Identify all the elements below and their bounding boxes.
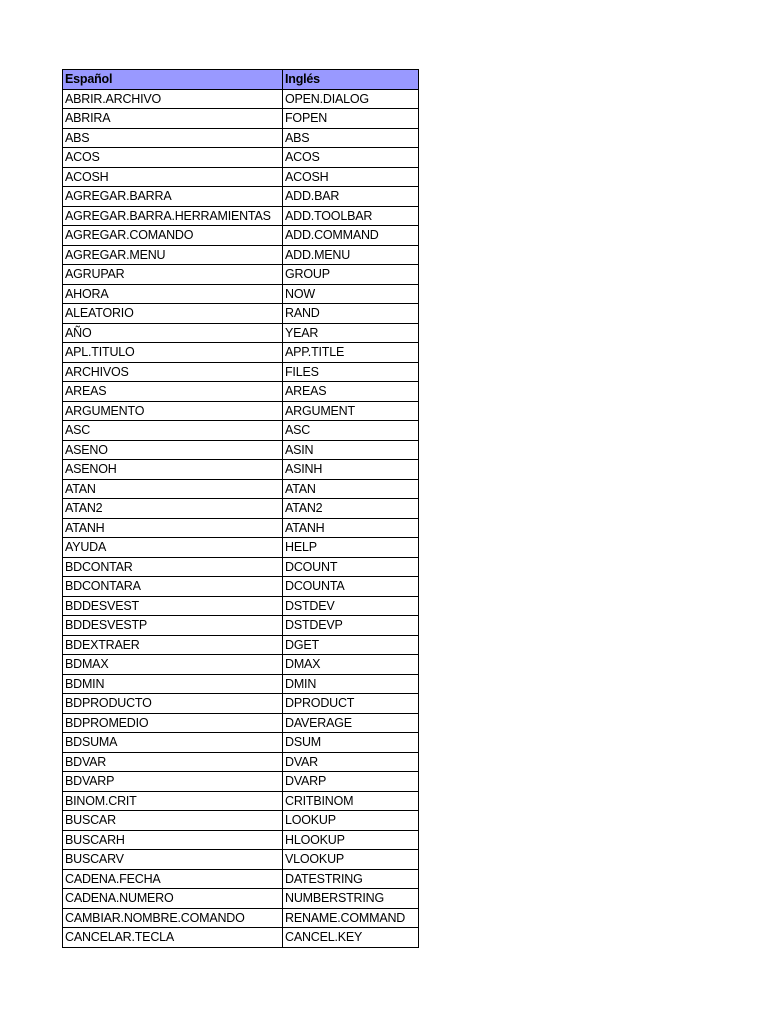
cell-spanish: CADENA.NUMERO <box>63 889 283 909</box>
table-row <box>63 928 419 948</box>
cell-spanish: APL.TITULO <box>63 343 283 363</box>
cell-spanish: AGRUPAR <box>63 265 283 285</box>
cell-english: NUMBERSTRING <box>283 889 419 909</box>
cell-english: DVARP <box>283 772 419 792</box>
table-row <box>63 577 419 597</box>
cell-english: GROUP <box>283 265 419 285</box>
cell-spanish: CANCELAR.TECLA <box>63 928 283 948</box>
cell-english: DMAX <box>283 655 419 675</box>
cell-spanish: ALEATORIO <box>63 304 283 324</box>
cell-spanish: BINOM.CRIT <box>63 791 283 811</box>
table-row <box>63 889 419 909</box>
cell-spanish: BDMIN <box>63 674 283 694</box>
cell-english: ATAN <box>283 479 419 499</box>
table-body <box>63 89 419 947</box>
cell-english: HELP <box>283 538 419 558</box>
cell-spanish: AÑO <box>63 323 283 343</box>
cell-english: ATAN2 <box>283 499 419 519</box>
cell-english: ACOS <box>283 148 419 168</box>
cell-english: DSUM <box>283 733 419 753</box>
cell-english: ABS <box>283 128 419 148</box>
table-row <box>63 830 419 850</box>
cell-spanish: CAMBIAR.NOMBRE.COMANDO <box>63 908 283 928</box>
cell-english: APP.TITLE <box>283 343 419 363</box>
header-row <box>63 70 419 90</box>
table-row <box>63 674 419 694</box>
table-row <box>63 245 419 265</box>
table-row <box>63 616 419 636</box>
table-row <box>63 752 419 772</box>
cell-spanish: ARCHIVOS <box>63 362 283 382</box>
cell-english: NOW <box>283 284 419 304</box>
table-row <box>63 772 419 792</box>
cell-spanish: BDPROMEDIO <box>63 713 283 733</box>
cell-english: DSTDEVP <box>283 616 419 636</box>
cell-spanish: BUSCARV <box>63 850 283 870</box>
cell-spanish: BDVARP <box>63 772 283 792</box>
cell-spanish: BDDESVESTP <box>63 616 283 636</box>
cell-english: ADD.BAR <box>283 187 419 207</box>
table-row <box>63 479 419 499</box>
table-row <box>63 362 419 382</box>
cell-english: ARGUMENT <box>283 401 419 421</box>
cell-spanish: ABRIRA <box>63 109 283 129</box>
cell-english: DCOUNT <box>283 557 419 577</box>
table-row <box>63 499 419 519</box>
cell-spanish: BUSCARH <box>63 830 283 850</box>
cell-spanish: ATAN <box>63 479 283 499</box>
cell-english: LOOKUP <box>283 811 419 831</box>
cell-english: YEAR <box>283 323 419 343</box>
cell-english: DVAR <box>283 752 419 772</box>
table-row <box>63 421 419 441</box>
cell-english: RENAME.COMMAND <box>283 908 419 928</box>
cell-english: FOPEN <box>283 109 419 129</box>
table-row <box>63 148 419 168</box>
table-row <box>63 304 419 324</box>
table-row <box>63 811 419 831</box>
table-row <box>63 284 419 304</box>
table-row <box>63 518 419 538</box>
cell-spanish: ATANH <box>63 518 283 538</box>
table-row <box>63 869 419 889</box>
cell-spanish: ARGUMENTO <box>63 401 283 421</box>
cell-spanish: ATAN2 <box>63 499 283 519</box>
table-row <box>63 655 419 675</box>
cell-english: DSTDEV <box>283 596 419 616</box>
cell-spanish: AYUDA <box>63 538 283 558</box>
table-row <box>63 791 419 811</box>
cell-spanish: BDPRODUCTO <box>63 694 283 714</box>
table-row <box>63 89 419 109</box>
table-row <box>63 635 419 655</box>
table-row <box>63 713 419 733</box>
cell-spanish: AGREGAR.MENU <box>63 245 283 265</box>
table-header <box>63 70 419 90</box>
table-row <box>63 167 419 187</box>
cell-english: ASINH <box>283 460 419 480</box>
table-row <box>63 850 419 870</box>
cell-english: FILES <box>283 362 419 382</box>
cell-english: RAND <box>283 304 419 324</box>
cell-spanish: BUSCAR <box>63 811 283 831</box>
table-row <box>63 109 419 129</box>
table-row <box>63 557 419 577</box>
table-row <box>63 128 419 148</box>
table-row <box>63 460 419 480</box>
cell-spanish: AHORA <box>63 284 283 304</box>
cell-english: ADD.TOOLBAR <box>283 206 419 226</box>
cell-spanish: ASENOH <box>63 460 283 480</box>
table-row <box>63 538 419 558</box>
cell-english: DMIN <box>283 674 419 694</box>
cell-english: HLOOKUP <box>283 830 419 850</box>
cell-spanish: AGREGAR.COMANDO <box>63 226 283 246</box>
table-row <box>63 908 419 928</box>
cell-spanish: AGREGAR.BARRA.HERRAMIENTAS <box>63 206 283 226</box>
cell-english: CRITBINOM <box>283 791 419 811</box>
table-row <box>63 382 419 402</box>
cell-english: VLOOKUP <box>283 850 419 870</box>
cell-spanish: ABS <box>63 128 283 148</box>
cell-spanish: ASC <box>63 421 283 441</box>
cell-english: DAVERAGE <box>283 713 419 733</box>
cell-english: OPEN.DIALOG <box>283 89 419 109</box>
cell-english: CANCEL.KEY <box>283 928 419 948</box>
cell-english: ADD.COMMAND <box>283 226 419 246</box>
cell-spanish: AREAS <box>63 382 283 402</box>
cell-spanish: AGREGAR.BARRA <box>63 187 283 207</box>
table-row <box>63 206 419 226</box>
cell-spanish: ACOSH <box>63 167 283 187</box>
cell-spanish: CADENA.FECHA <box>63 869 283 889</box>
cell-english: ADD.MENU <box>283 245 419 265</box>
table-row <box>63 187 419 207</box>
table-row <box>63 440 419 460</box>
cell-spanish: ABRIR.ARCHIVO <box>63 89 283 109</box>
cell-spanish: BDDESVEST <box>63 596 283 616</box>
cell-english: AREAS <box>283 382 419 402</box>
cell-english: DATESTRING <box>283 869 419 889</box>
table-row <box>63 265 419 285</box>
table-row <box>63 733 419 753</box>
table-row <box>63 596 419 616</box>
cell-spanish: BDMAX <box>63 655 283 675</box>
cell-english: DPRODUCT <box>283 694 419 714</box>
cell-spanish: ASENO <box>63 440 283 460</box>
cell-spanish: BDSUMA <box>63 733 283 753</box>
cell-english: ATANH <box>283 518 419 538</box>
cell-spanish: BDEXTRAER <box>63 635 283 655</box>
table-row <box>63 323 419 343</box>
table-row <box>63 226 419 246</box>
cell-english: ASC <box>283 421 419 441</box>
table-row <box>63 343 419 363</box>
cell-english: DCOUNTA <box>283 577 419 597</box>
table-row <box>63 401 419 421</box>
cell-spanish: BDCONTAR <box>63 557 283 577</box>
cell-english: DGET <box>283 635 419 655</box>
cell-english: ASIN <box>283 440 419 460</box>
header-spanish: Español <box>63 70 283 90</box>
cell-spanish: BDVAR <box>63 752 283 772</box>
cell-spanish: BDCONTARA <box>63 577 283 597</box>
cell-english: ACOSH <box>283 167 419 187</box>
translation-table <box>62 69 419 948</box>
header-english: Inglés <box>283 70 419 90</box>
table-row <box>63 694 419 714</box>
cell-spanish: ACOS <box>63 148 283 168</box>
